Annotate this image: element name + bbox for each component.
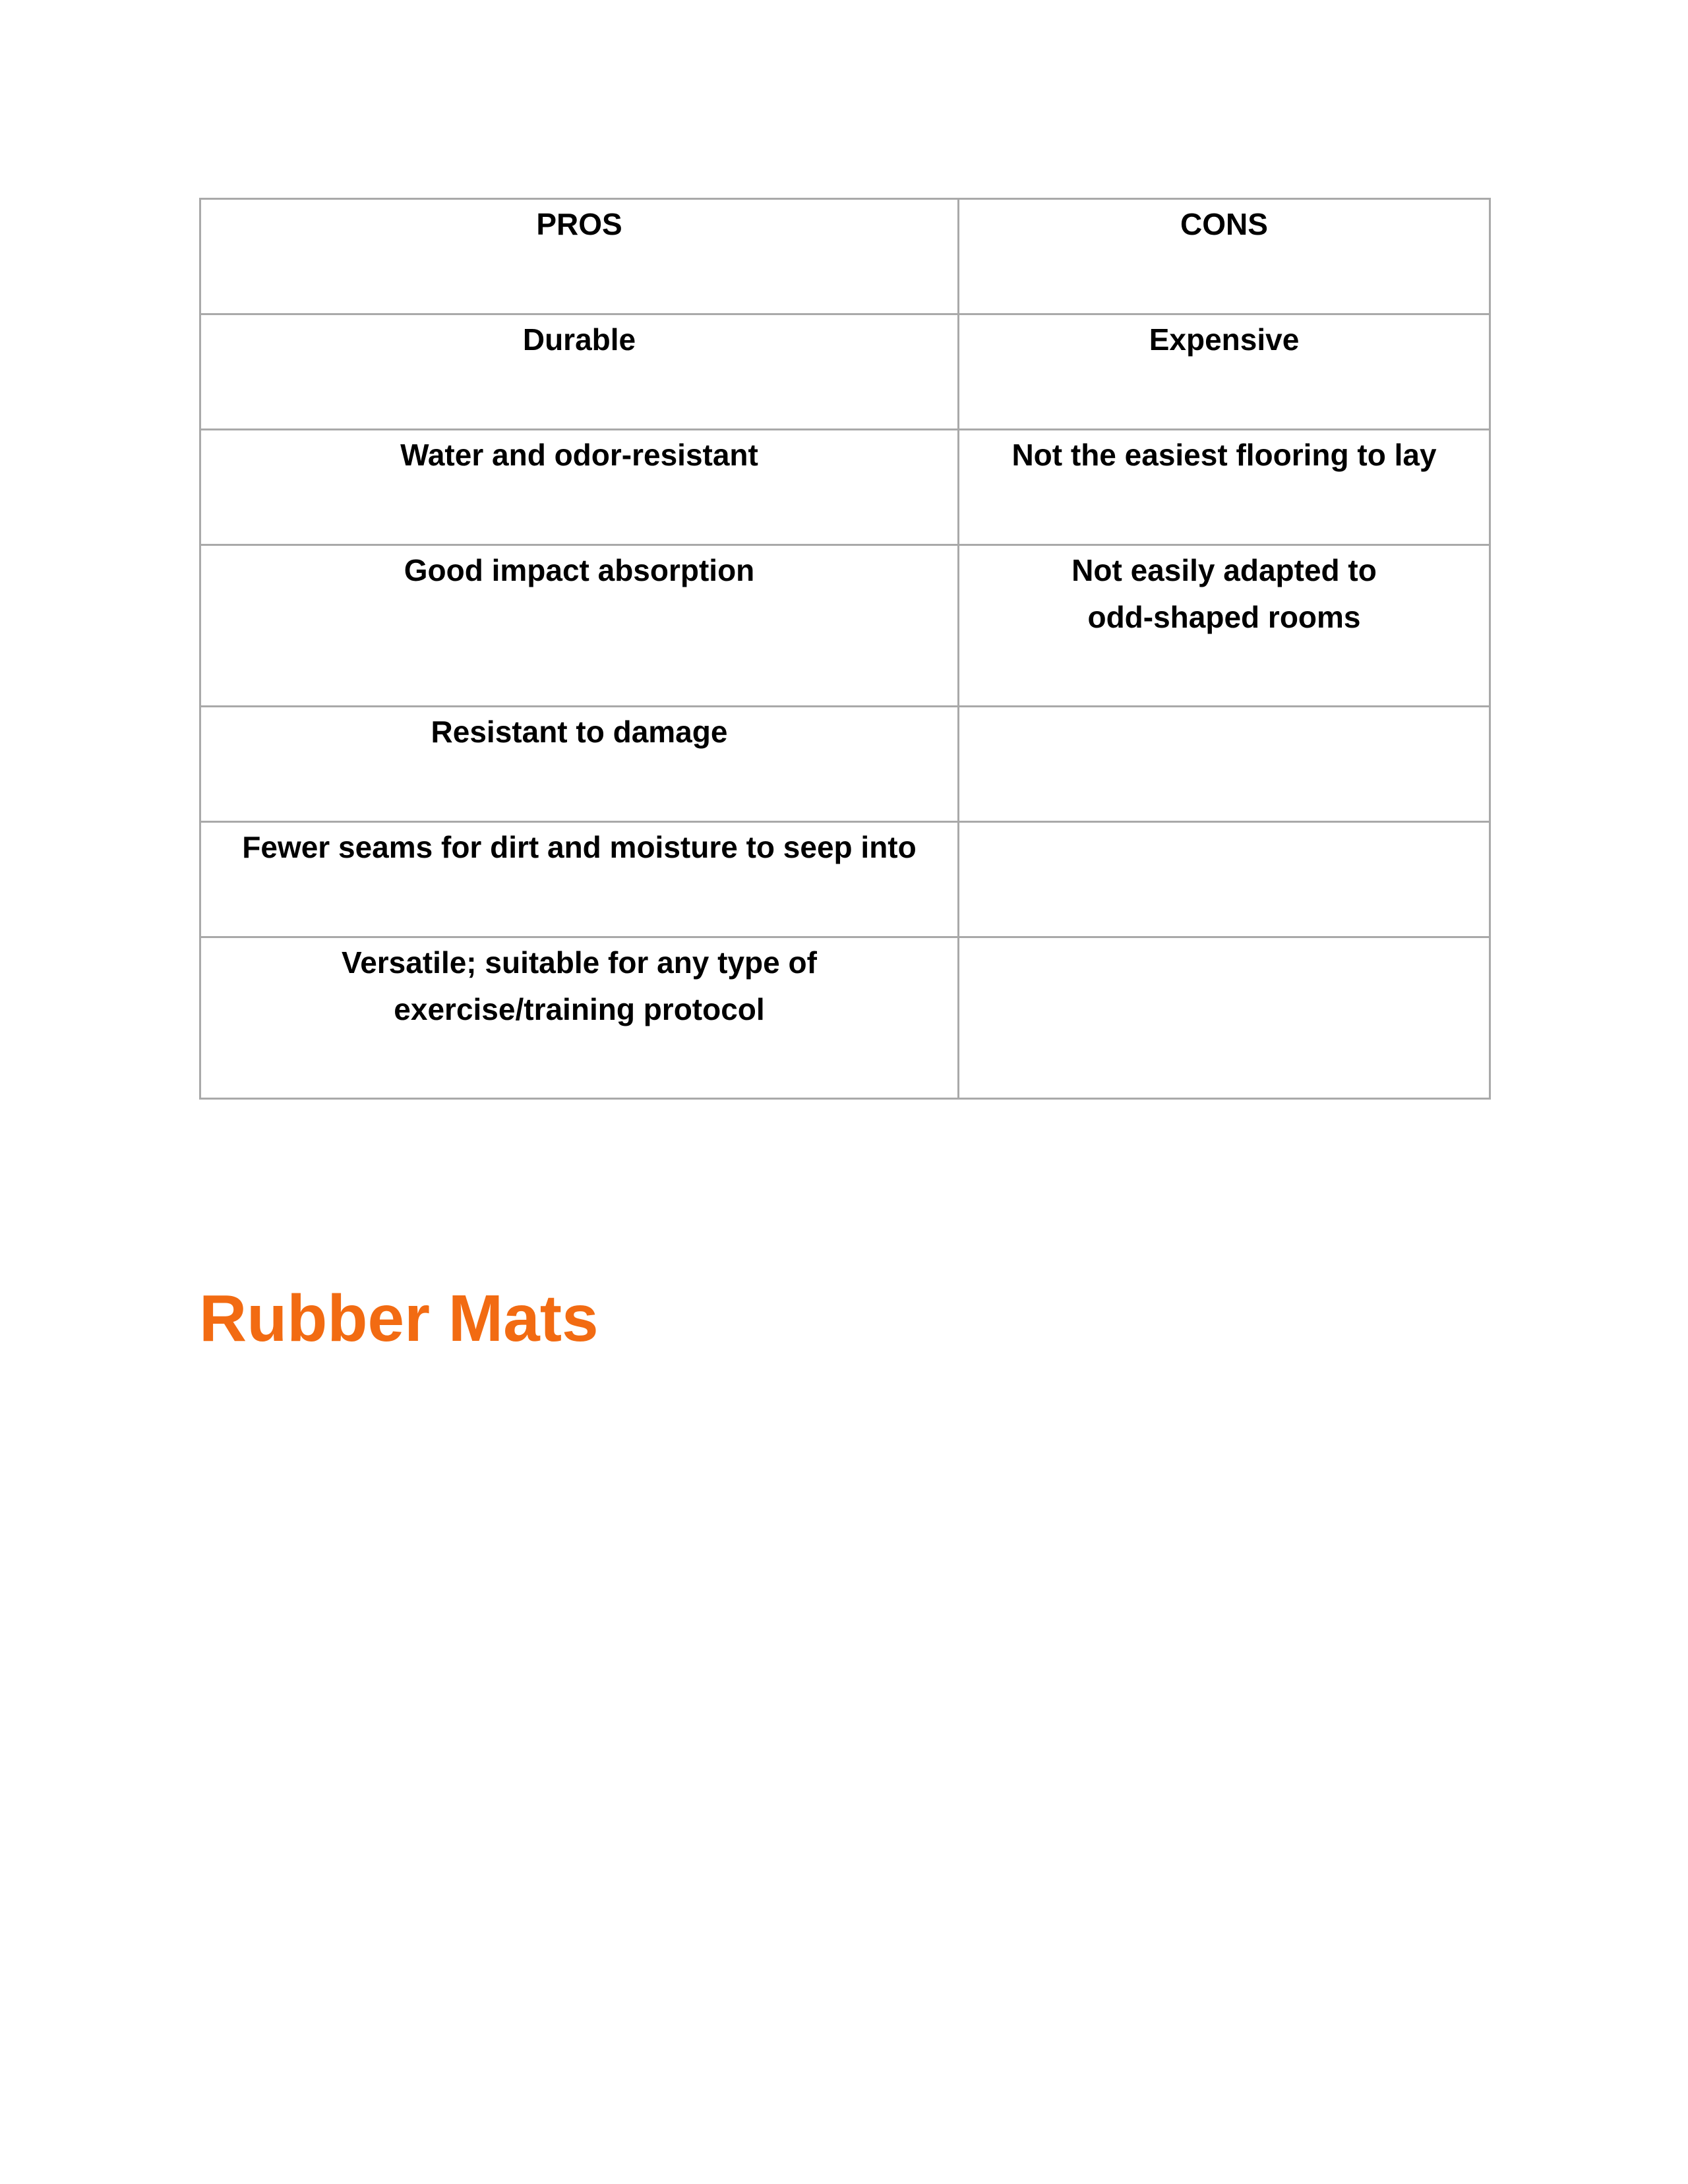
pros-cons-table <box>199 198 1491 1100</box>
pros-header: PROS <box>200 199 959 314</box>
pro-cell: Good impact absorption <box>200 545 959 707</box>
pro-cell: Water and odor-resistant <box>200 430 959 545</box>
table-row <box>200 545 1490 707</box>
table-row <box>200 822 1490 937</box>
pro-cell: Versatile; suitable for any type of exercise/training protocol <box>200 937 959 1099</box>
pro-cell: Durable <box>200 314 959 430</box>
con-cell <box>959 822 1490 937</box>
con-cell: Expensive <box>959 314 1490 430</box>
pro-cell: Fewer seams for dirt and moisture to seep into <box>200 822 959 937</box>
con-cell <box>959 707 1490 822</box>
table-header-row <box>200 199 1490 314</box>
con-cell <box>959 937 1490 1099</box>
con-cell: Not easily adapted to odd-shaped rooms <box>959 545 1490 707</box>
section-heading: Rubber Mats <box>199 1282 599 1355</box>
table-row <box>200 314 1490 430</box>
pro-cell: Resistant to damage <box>200 707 959 822</box>
table-row <box>200 937 1490 1099</box>
con-cell: Not the easiest flooring to lay <box>959 430 1490 545</box>
table-row <box>200 707 1490 822</box>
cons-header: CONS <box>959 199 1490 314</box>
table-row <box>200 430 1490 545</box>
